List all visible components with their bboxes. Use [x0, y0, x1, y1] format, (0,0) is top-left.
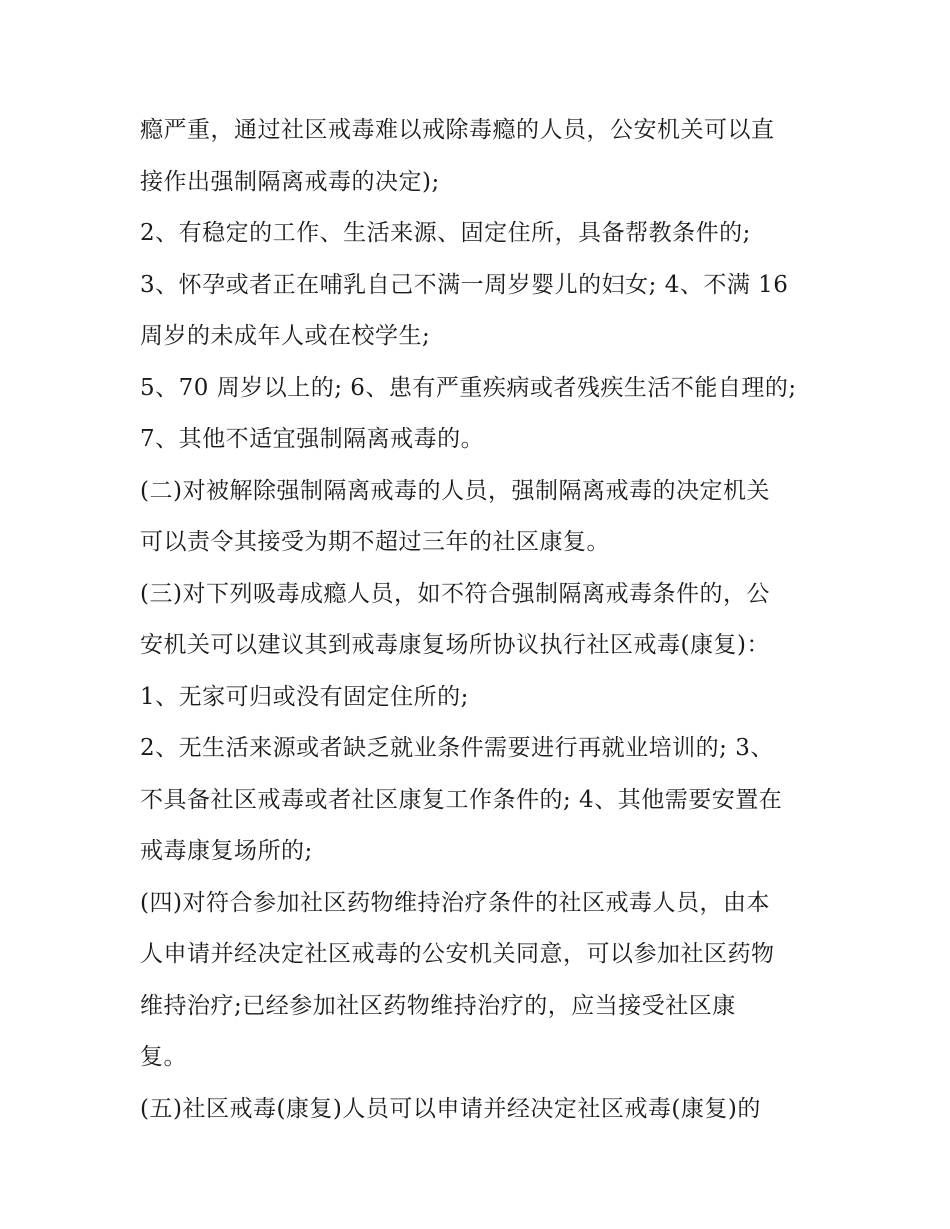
text-line: 瘾严重，通过社区戒毒难以戒除毒瘾的人员，公安机关可以直: [140, 117, 775, 143]
text-line: 戒毒康复场所的;: [140, 838, 313, 864]
text-line: 3、怀孕或者正在哺乳自己不满一周岁婴儿的妇女; 4、不满 16: [140, 271, 789, 298]
text-line: 复。: [140, 1044, 187, 1070]
text-line: 1、无家可归或没有固定住所的;: [140, 683, 469, 710]
text-line: (五)社区戒毒(康复)人员可以申请并经决定社区戒毒(康复)的: [140, 1095, 761, 1122]
text-line: 不具备社区戒毒或者社区康复工作条件的; 4、其他需要安置在: [140, 786, 783, 813]
text-line: 可以责令其接受为期不超过三年的社区康复。: [140, 529, 610, 555]
document-body: [140, 105, 830, 1135]
text-line: 2、有稳定的工作、生活来源、固定住所，具备帮教条件的;: [140, 220, 751, 246]
text-line: (三)对下列吸毒成瘾人员，如不符合强制隔离戒毒条件的，公: [140, 580, 770, 607]
text-line: (二)对被解除强制隔离戒毒的人员，强制隔离戒毒的决定机关: [140, 477, 770, 504]
text-line: 接作出强制隔离戒毒的决定);: [140, 168, 440, 195]
text-line: 安机关可以建议其到戒毒康复场所协议执行社区戒毒(康复)：: [140, 632, 770, 658]
text-line: 5、70 周岁以上的; 6、患有严重疾病或者残疾生活不能自理的;: [140, 374, 797, 401]
text-line: 周岁的未成年人或在校学生;: [140, 323, 431, 349]
text-line: 人申请并经决定社区戒毒的公安机关同意，可以参加社区药物: [140, 941, 775, 967]
text-line: 2、无生活来源或者缺乏就业条件需要进行再就业培训的; 3、: [140, 735, 774, 761]
text-line: (四)对符合参加社区药物维持治疗条件的社区戒毒人员，由本: [140, 889, 770, 916]
text-line: 7、其他不适宜强制隔离戒毒的。: [140, 426, 485, 452]
text-line: 维持治疗;已经参加社区药物维持治疗的，应当接受社区康: [140, 992, 736, 1019]
